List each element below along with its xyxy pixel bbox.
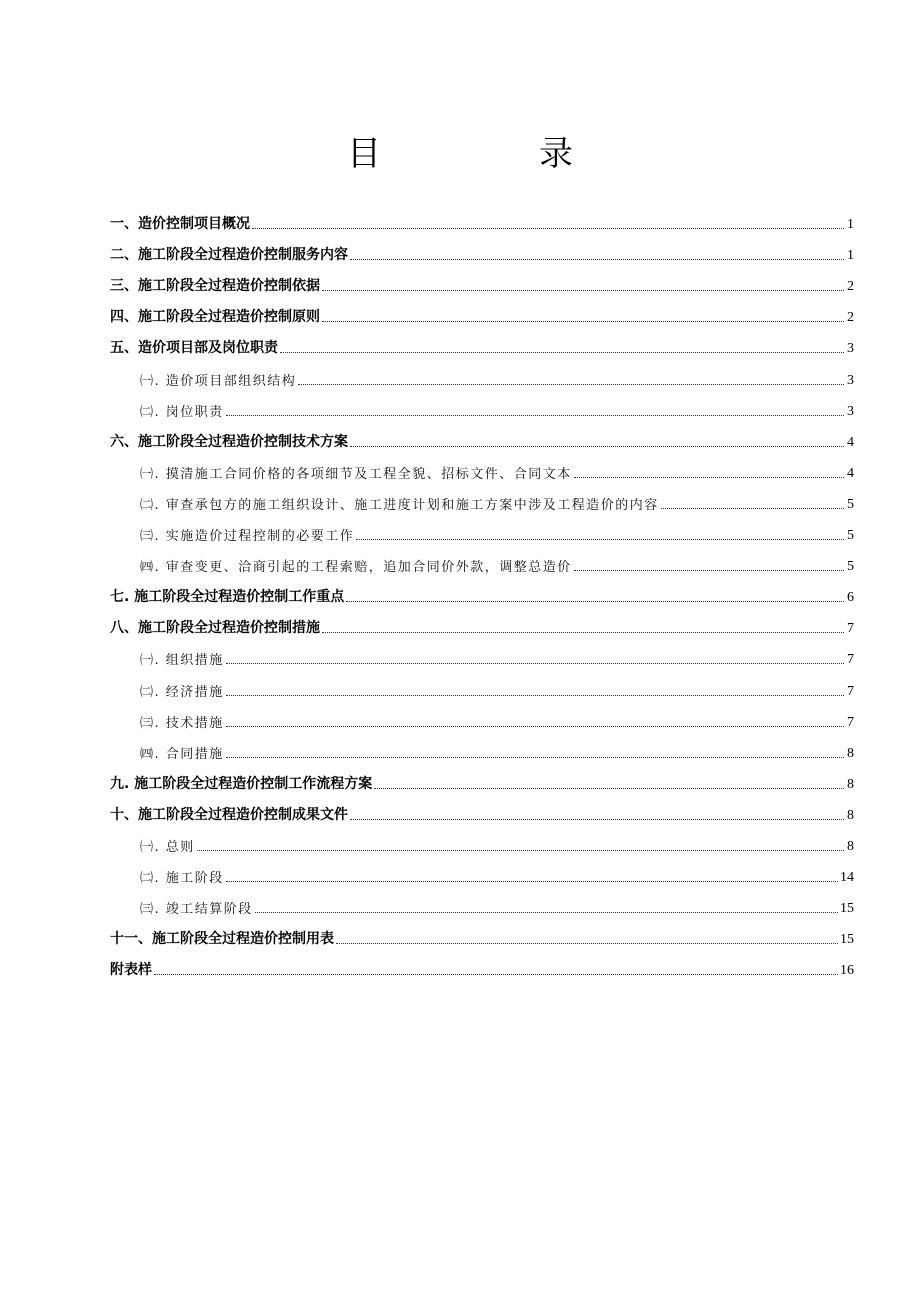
toc-page-number: 14 xyxy=(840,870,854,886)
dot-leader xyxy=(154,974,838,975)
toc-subentry[interactable] xyxy=(110,859,854,890)
toc-entry-label: ㈢. 技术措施 xyxy=(140,715,224,731)
toc-subentry[interactable] xyxy=(110,828,854,859)
table-of-contents xyxy=(110,206,854,983)
dot-leader xyxy=(374,788,844,789)
dot-leader xyxy=(356,539,844,540)
toc-page-number: 6 xyxy=(847,590,854,606)
toc-page-number: 5 xyxy=(847,528,854,544)
dot-leader xyxy=(197,850,844,851)
toc-page-number: 7 xyxy=(847,652,854,668)
dot-leader xyxy=(322,632,844,633)
toc-subentry[interactable] xyxy=(110,672,854,703)
toc-entry-label: ㈠. 组织措施 xyxy=(140,653,224,669)
toc-entry[interactable] xyxy=(110,952,854,983)
toc-subentry[interactable] xyxy=(110,704,854,735)
toc-entry-label: ㈠. 总则 xyxy=(140,839,195,855)
dot-leader xyxy=(574,570,844,571)
toc-subentry[interactable] xyxy=(110,517,854,548)
toc-page-number: 15 xyxy=(840,901,854,917)
toc-page-number: 1 xyxy=(847,248,854,264)
toc-page-number: 1 xyxy=(847,217,854,233)
toc-entry-label: 八、施工阶段全过程造价控制措施 xyxy=(110,620,320,637)
toc-entry-label: 九. 施工阶段全过程造价控制工作流程方案 xyxy=(110,775,373,792)
toc-page-number: 2 xyxy=(847,310,854,326)
dot-leader xyxy=(226,881,838,882)
toc-page-number: 8 xyxy=(847,807,854,823)
toc-entry[interactable] xyxy=(110,424,854,455)
dot-leader xyxy=(336,943,838,944)
dot-leader xyxy=(226,663,844,664)
toc-entry-label: 五、造价项目部及岗位职责 xyxy=(110,340,278,357)
dot-leader xyxy=(322,321,844,322)
toc-page-number: 8 xyxy=(847,838,854,854)
dot-leader xyxy=(280,352,844,353)
toc-page-number: 16 xyxy=(840,963,854,979)
toc-subentry[interactable] xyxy=(110,486,854,517)
toc-page-number: 4 xyxy=(847,465,854,481)
toc-entry-label: 六、施工阶段全过程造价控制技术方案 xyxy=(110,433,348,450)
toc-page-number: 7 xyxy=(847,714,854,730)
dot-leader xyxy=(346,601,844,602)
toc-entry-label: ㈣. 审查变更、洽商引起的工程索赔，追加合同价外款，调整总造价 xyxy=(140,560,572,576)
toc-entry-label: 四、施工阶段全过程造价控制原则 xyxy=(110,309,320,326)
toc-entry-label: ㈠. 摸清施工合同价格的各项细节及工程全貌、招标文件、合同文本 xyxy=(140,466,572,482)
toc-page-number: 7 xyxy=(847,621,854,637)
toc-entry-label: ㈡. 岗位职责 xyxy=(140,404,224,420)
dot-leader xyxy=(574,477,844,478)
toc-entry[interactable] xyxy=(110,921,854,952)
dot-leader xyxy=(350,259,844,260)
toc-page-number: 3 xyxy=(847,403,854,419)
dot-leader xyxy=(226,726,844,727)
toc-subentry[interactable] xyxy=(110,641,854,672)
toc-subentry[interactable] xyxy=(110,735,854,766)
toc-entry[interactable] xyxy=(110,268,854,299)
toc-entry[interactable] xyxy=(110,610,854,641)
toc-page-number: 5 xyxy=(847,496,854,512)
toc-entry-label: 二、施工阶段全过程造价控制服务内容 xyxy=(110,247,348,264)
toc-entry[interactable] xyxy=(110,237,854,268)
toc-page-number: 8 xyxy=(847,776,854,792)
toc-entry-label: ㈣. 合同措施 xyxy=(140,746,224,762)
toc-page-number: 5 xyxy=(847,559,854,575)
toc-entry-label: 十、施工阶段全过程造价控制成果文件 xyxy=(110,806,348,823)
toc-entry-label: 附表样 xyxy=(110,962,152,979)
dot-leader xyxy=(661,508,844,509)
toc-entry-label: ㈢. 竣工结算阶段 xyxy=(140,902,253,918)
toc-entry-label: ㈢. 实施造价过程控制的必要工作 xyxy=(140,529,355,545)
page-title: 目 录 xyxy=(347,134,635,174)
toc-entry-label: ㈠. 造价项目部组织结构 xyxy=(140,373,297,389)
toc-page-number: 3 xyxy=(847,341,854,357)
toc-entry[interactable] xyxy=(110,299,854,330)
toc-page-number: 7 xyxy=(847,683,854,699)
toc-page-number: 2 xyxy=(847,279,854,295)
toc-entry-label: ㈡. 经济措施 xyxy=(140,684,224,700)
toc-entry[interactable] xyxy=(110,797,854,828)
toc-entry-label: ㈡. 施工阶段 xyxy=(140,871,224,887)
toc-entry-label: 一、造价控制项目概况 xyxy=(110,216,250,233)
toc-subentry[interactable] xyxy=(110,890,854,921)
toc-subentry[interactable] xyxy=(110,455,854,486)
dot-leader xyxy=(226,695,844,696)
dot-leader xyxy=(226,415,844,416)
toc-entry[interactable] xyxy=(110,579,854,610)
toc-page-number: 15 xyxy=(840,932,854,948)
toc-page-number: 3 xyxy=(847,372,854,388)
toc-entry-label: 三、施工阶段全过程造价控制依据 xyxy=(110,278,320,295)
toc-entry-label: 七. 施工阶段全过程造价控制工作重点 xyxy=(110,589,345,606)
dot-leader xyxy=(226,757,844,758)
toc-page-number: 8 xyxy=(847,745,854,761)
toc-subentry[interactable] xyxy=(110,393,854,424)
toc-subentry[interactable] xyxy=(110,548,854,579)
dot-leader xyxy=(350,446,844,447)
dot-leader xyxy=(298,384,844,385)
dot-leader xyxy=(255,912,838,913)
dot-leader xyxy=(252,228,844,229)
toc-entry-label: 十一、施工阶段全过程造价控制用表 xyxy=(110,931,334,948)
toc-entry[interactable] xyxy=(110,206,854,237)
dot-leader xyxy=(322,290,844,291)
toc-entry[interactable] xyxy=(110,330,854,361)
toc-entry-label: ㈡. 审查承包方的施工组织设计、施工进度计划和施工方案中涉及工程造价的内容 xyxy=(140,497,659,513)
dot-leader xyxy=(350,819,844,820)
toc-page-number: 4 xyxy=(847,434,854,450)
toc-subentry[interactable] xyxy=(110,361,854,392)
toc-entry[interactable] xyxy=(110,766,854,797)
